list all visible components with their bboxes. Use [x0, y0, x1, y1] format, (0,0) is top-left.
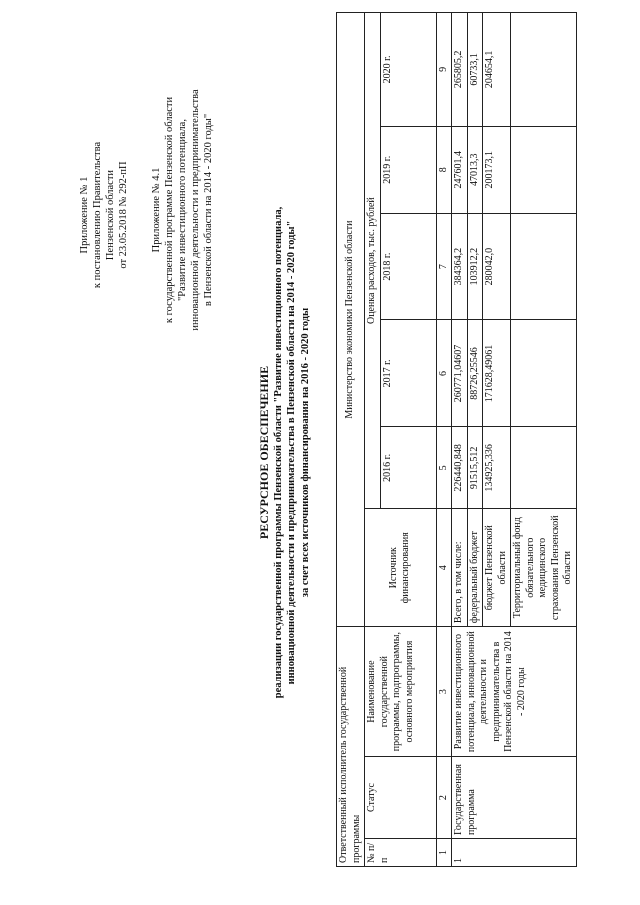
value-cell — [511, 320, 577, 427]
source-label: Территориальный фонд обязательного медицинского страхования Пензенской области — [511, 509, 577, 627]
value-cell — [511, 213, 577, 320]
value-cell: 47013,3 — [467, 126, 483, 213]
value-cell: 260771,04607 — [452, 320, 468, 427]
resource-table — [336, 12, 577, 867]
appendix-1-line: Пензенской области — [105, 169, 116, 261]
appendix-2-line: "Развитие инвестиционного потенциала, — [177, 119, 188, 301]
row-status: Государственная программа — [452, 757, 577, 839]
value-cell — [511, 13, 577, 127]
source-label: Всего, в том числе: — [452, 509, 468, 627]
value-cell: 91515,512 — [467, 427, 483, 509]
title-line: за счет всех источников финансирования на 2016 - 2020 годы — [299, 307, 311, 598]
col-number: 8 — [436, 126, 452, 213]
value-cell — [511, 427, 577, 509]
value-cell: 204654,1 — [483, 13, 511, 127]
col-number: 5 — [436, 427, 452, 509]
col-number: 1 — [436, 839, 452, 867]
header-num: № п/п — [365, 839, 437, 867]
appendix-2-line: к государственной программе Пензенской области — [164, 96, 175, 324]
header-name: Наименование государственной программы, подпрограммы, основного мероприятия — [365, 627, 437, 757]
appendix-4-1-header — [150, 20, 215, 400]
header-year: 2017 г. — [380, 320, 436, 427]
value-cell: 226440,848 — [452, 427, 468, 509]
executor-value-cell: Министерство экономики Пензенской области — [337, 13, 365, 627]
appendix-1-line: от 23.05.2018 № 292-пП — [118, 161, 129, 269]
appendix-1-line: Приложение № 1 — [79, 176, 90, 254]
header-year: 2019 г. — [380, 126, 436, 213]
value-cell: 60733,1 — [467, 13, 483, 127]
value-cell: 103912,2 — [467, 213, 483, 320]
title-heading: РЕСУРСНОЕ ОБЕСПЕЧЕНИЕ — [257, 365, 271, 540]
header-year: 2018 г. — [380, 213, 436, 320]
source-label: бюджет Пензенской области — [483, 509, 511, 627]
col-number: 6 — [436, 320, 452, 427]
header-year: 2016 г. — [380, 427, 436, 509]
source-label: федеральный бюджет — [467, 509, 483, 627]
value-cell: 280042,0 — [483, 213, 511, 320]
col-number: 7 — [436, 213, 452, 320]
header-status: Статус — [365, 757, 437, 839]
header-estimate: Оценка расходов, тыс. рублей — [365, 13, 381, 509]
header-source: Источник финансирования — [365, 509, 437, 627]
value-cell: 171628,49061 — [483, 320, 511, 427]
col-number: 4 — [436, 509, 452, 627]
value-cell — [511, 126, 577, 213]
title-line: реализации государственной программы Пензенской области "Развитие инвестиционного потенциала, — [272, 206, 284, 699]
appendix-1-line: к постановлению Правительства — [92, 141, 103, 289]
header-year: 2020 г. — [380, 13, 436, 127]
row-num: 1 — [452, 839, 577, 867]
appendix-2-line: инновационной деятельности и предпринимательства — [190, 89, 201, 331]
col-number: 2 — [436, 757, 452, 839]
value-cell: 200173,1 — [483, 126, 511, 213]
value-cell: 265805,2 — [452, 13, 468, 127]
appendix-2-line: Приложение № 4.1 — [151, 167, 162, 253]
value-cell: 134925,336 — [483, 427, 511, 509]
appendix-1-header — [78, 65, 130, 365]
value-cell: 88726,25546 — [467, 320, 483, 427]
executor-label-cell: Ответственный исполнитель государственной программы — [337, 627, 365, 867]
col-number: 3 — [436, 627, 452, 757]
col-number: 9 — [436, 13, 452, 127]
value-cell: 384364,2 — [452, 213, 468, 320]
document-title — [258, 0, 312, 905]
row-program-name: Развитие инвестиционного потенциала, инновационной деятельности и предпринимательства в Пензенской области на 2014 - 2020 годы — [452, 627, 577, 757]
title-line: инновационной деятельности и предпринимательства в Пензенской области на 2014 - 2020 годы" — [286, 220, 297, 685]
appendix-2-line: в Пензенской области на 2014 - 2020 годы" — [203, 113, 214, 307]
value-cell: 247601,4 — [452, 126, 468, 213]
